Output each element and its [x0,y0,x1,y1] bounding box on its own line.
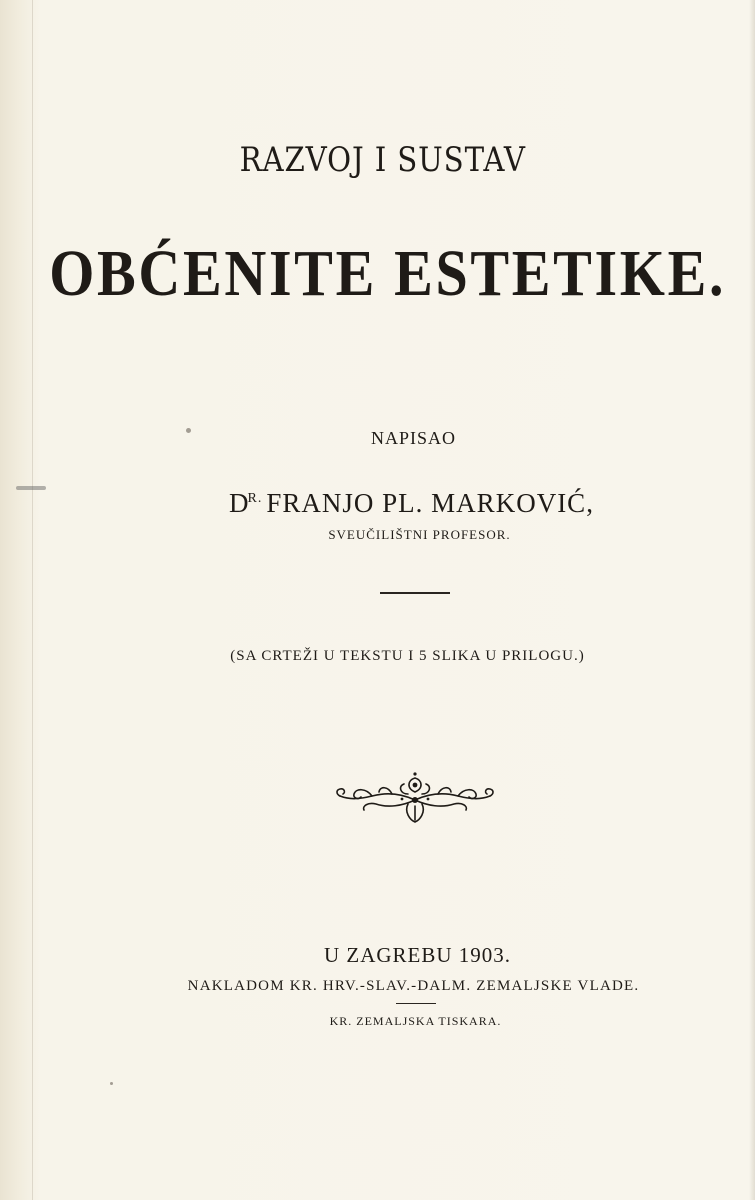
paper-speck [186,428,191,433]
subtitle-line: RAZVOJ I SUSTAV [239,140,526,180]
divider-rule [380,592,450,594]
paper-speck [110,1082,113,1085]
author-name: FRANJO PL. MARKOVIĆ, [266,488,594,518]
floral-vignette-icon [332,770,498,826]
author-name-line [34,488,755,519]
imprint-printer: KR. ZEMALJSKA TISKARA. [329,1014,502,1028]
illustration-note: (SA CRTEŽI U TEKSTU I 5 SLIKA U PRILOGU.) [230,648,585,664]
binding-gutter [32,0,33,1200]
main-title: OBĆENITE ESTETIKE. [49,237,727,310]
byline-label: NAPISAO [370,428,456,448]
author-prefix: D [229,488,250,518]
imprint-publisher: NAKLADOM KR. HRV.-SLAV.-DALM. ZEMALJSKE VLADE. [187,978,640,994]
author-position: SVEUČILIŠTNI PROFESOR. [328,527,511,542]
imprint-city-year: U ZAGREBU 1903. [323,943,512,967]
paper-mark [16,486,46,490]
imprint-divider [396,1003,436,1004]
author-prefix-superscript: R. [247,491,263,506]
